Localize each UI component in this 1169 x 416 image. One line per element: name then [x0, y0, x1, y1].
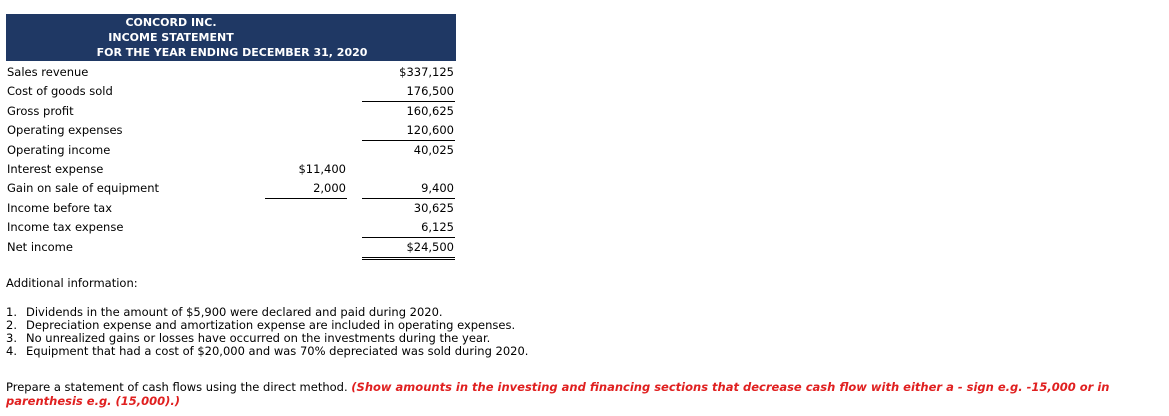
list-text: No unrealized gains or losses have occurred on the investments during the year.: [26, 331, 491, 345]
row-label: Income tax expense: [7, 220, 124, 234]
instructions: [6, 380, 1166, 408]
row-col2: 40,025: [413, 143, 454, 157]
row-col2: 30,625: [413, 201, 454, 215]
row-label: Gross profit: [7, 104, 74, 118]
row-col2: $337,125: [399, 65, 454, 79]
list-text: Dividends in the amount of $5,900 were declared and paid during 2020.: [26, 305, 443, 319]
row-operating-income: [0, 141, 460, 160]
row-interest-expense: [0, 160, 460, 179]
row-col2: $24,500: [406, 240, 454, 254]
list-text: Equipment that had a cost of $20,000 and was 70% depreciated was sold during 2020.: [26, 344, 529, 358]
row-label: Operating expenses: [7, 123, 123, 137]
additional-info-list: [6, 306, 528, 358]
row-col2: 6,125: [421, 220, 454, 234]
row-cost-of-goods-sold: [0, 82, 460, 101]
row-sales-revenue: [0, 63, 460, 82]
row-col2: 160,625: [406, 104, 454, 118]
company-name: CONCORD INC.: [125, 16, 217, 29]
instruction-note: (Show amounts in the investing and financing sections that decrease cash flow with either a - sign e.g. -15,000 or in parenthesis e.g. (15,000).): [6, 380, 1110, 408]
row-label: Cost of goods sold: [7, 84, 113, 98]
list-number: 1.: [6, 305, 17, 319]
additional-info-heading: Additional information:: [6, 276, 138, 290]
statement-title: INCOME STATEMENT: [108, 31, 234, 44]
row-col1: 2,000: [313, 181, 346, 195]
instruction-text: Prepare a statement of cash flows using the direct method.: [6, 380, 348, 394]
row-label: Sales revenue: [7, 65, 89, 79]
list-number: 2.: [6, 318, 17, 332]
list-number: 3.: [6, 331, 17, 345]
row-net-income: [0, 238, 460, 257]
row-label: Interest expense: [7, 162, 104, 176]
row-col2: 176,500: [406, 84, 454, 98]
statement-period: FOR THE YEAR ENDING DECEMBER 31, 2020: [96, 46, 368, 59]
row-label: Gain on sale of equipment: [7, 181, 160, 195]
list-number: 4.: [6, 344, 17, 358]
row-col2: 9,400: [421, 181, 454, 195]
row-gain-on-sale-of-equipment: [0, 179, 460, 198]
statement-header: [6, 14, 456, 61]
row-income-tax-expense: [0, 218, 460, 237]
total-double-rule: [362, 257, 455, 260]
row-label: Net income: [7, 240, 73, 254]
row-col2: 120,600: [406, 123, 454, 137]
row-income-before-tax: [0, 199, 460, 218]
list-item: [6, 345, 528, 358]
row-label: Income before tax: [7, 201, 112, 215]
list-text: Depreciation expense and amortization expense are included in operating expenses.: [26, 318, 516, 332]
row-gross-profit: [0, 102, 460, 121]
row-operating-expenses: [0, 121, 460, 140]
row-label: Operating income: [7, 143, 111, 157]
row-col1: $11,400: [298, 162, 346, 176]
